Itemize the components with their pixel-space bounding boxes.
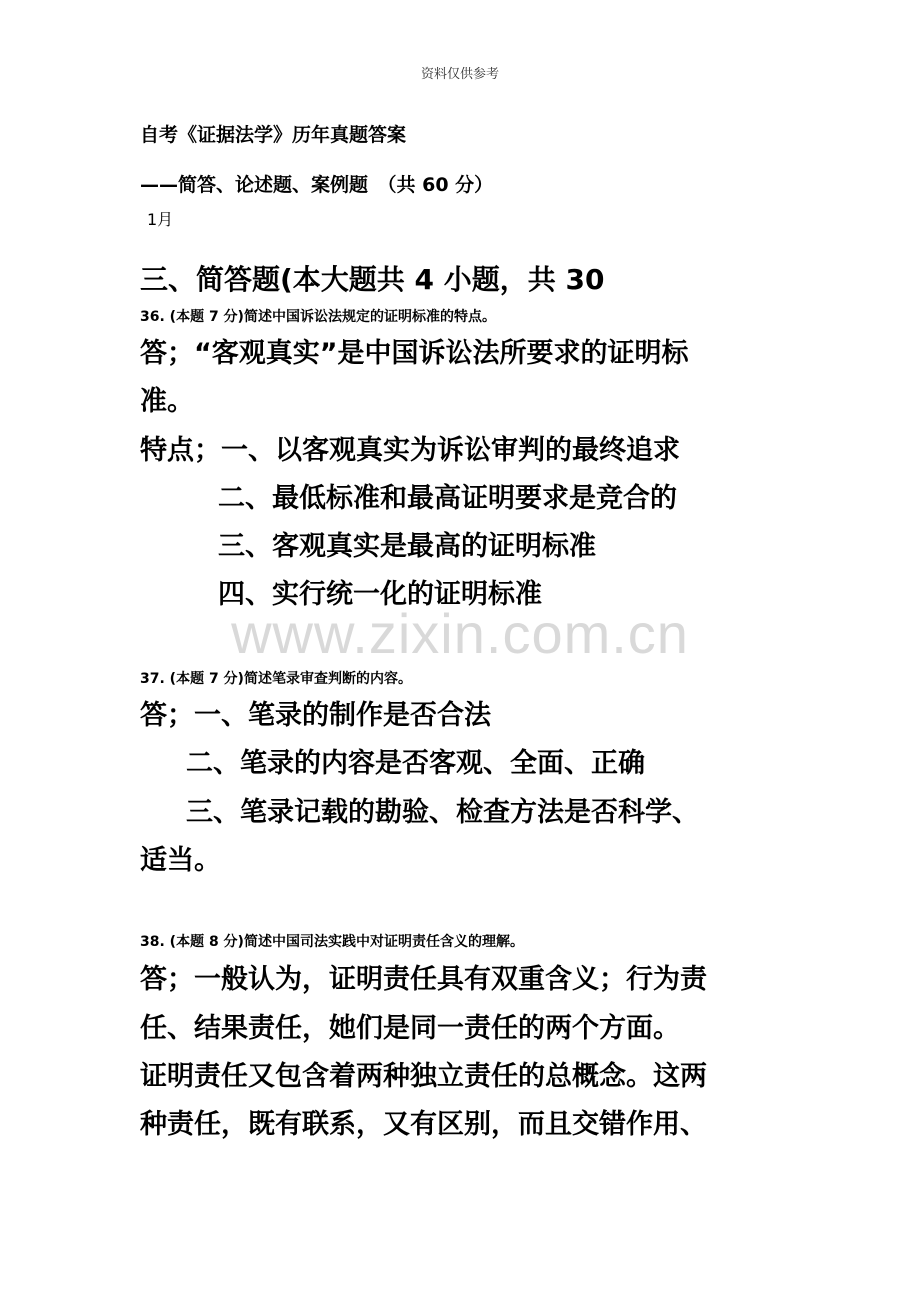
document-title: 自考《证据法学》历年真题答案 (140, 124, 407, 146)
answer-36-point-1: 特点；一、以客观真实为诉讼审判的最终追求 (140, 435, 680, 466)
answer-36-line-1: 答；“客观真实”是中国诉讼法所要求的证明标 (140, 338, 689, 369)
answer-38-line-1: 答；一般认为，证明责任具有双重含义；行为责 (140, 964, 707, 995)
question-38: 38. (本题 8 分)简述中国司法实践中对证明责任含义的理解。 (140, 934, 524, 950)
question-37: 37. (本题 7 分)简述笔录审查判断的内容。 (140, 671, 412, 687)
answer-38-line-4: 种责任，既有联系，又有区别，而且交错作用、 (140, 1109, 707, 1140)
answer-36-point-3: 三、客观真实是最高的证明标准 (218, 531, 596, 562)
exam-date: 1月 (147, 210, 174, 229)
question-36: 36. (本题 7 分)简述中国诉讼法规定的证明标准的特点。 (140, 309, 496, 325)
answer-37-line-3: 三、笔录记载的勘验、检查方法是否科学、 (186, 797, 699, 828)
answer-36-point-4: 四、实行统一化的证明标准 (218, 579, 542, 610)
document-subtitle: ——简答、论述题、案例题 （共 60 分） (140, 174, 494, 196)
answer-38-line-3: 证明责任又包含着两种独立责任的总概念。这两 (140, 1061, 707, 1092)
answer-37-line-2: 二、笔录的内容是否客观、全面、正确 (186, 748, 645, 779)
answer-37-line-4: 适当。 (140, 845, 221, 876)
section-heading: 三、简答题(本大题共 4 小题，共 30 (140, 263, 605, 296)
answer-36-point-2: 二、最低标准和最高证明要求是竞合的 (218, 483, 677, 514)
answer-38-line-2: 任、结果责任，她们是同一责任的两个方面。 (140, 1013, 680, 1044)
page-header: 资料仅供参考 (420, 67, 499, 82)
answer-37-line-1: 答；一、笔录的制作是否合法 (140, 700, 491, 731)
answer-36-line-2: 准。 (140, 386, 194, 417)
watermark: www.zixin.com.cn (231, 602, 689, 665)
